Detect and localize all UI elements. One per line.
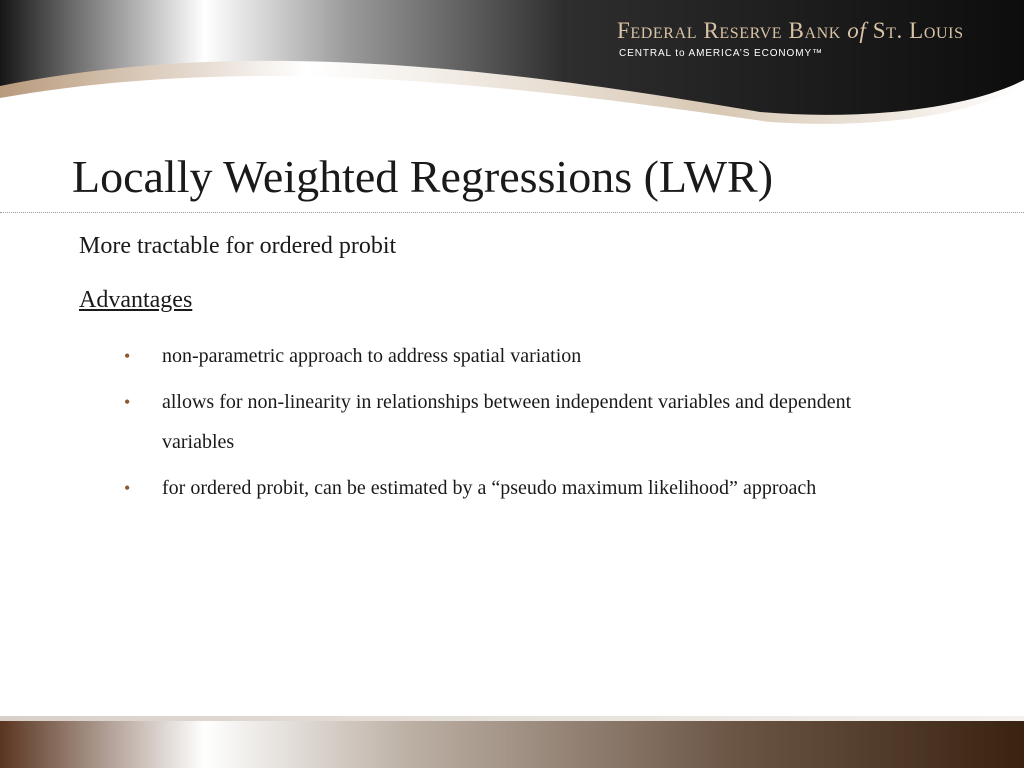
bank-name-part-1: Federal Reserve Bank (617, 18, 841, 43)
bullet-icon: • (124, 478, 131, 498)
bank-name-of: of (847, 18, 867, 43)
slide-title: Locally Weighted Regressions (LWR) (72, 151, 774, 202)
list-item (122, 382, 882, 462)
point-advantages-heading: Advantages (79, 287, 193, 313)
title-divider (0, 212, 1024, 213)
list-item (122, 336, 882, 376)
footer-strip (0, 721, 1024, 768)
footer-banner (0, 716, 1024, 768)
advantages-list (122, 336, 882, 514)
bullet-text: allows for non-linearity in relationships between independent variables and dependent variables (162, 391, 852, 453)
list-item (122, 468, 882, 508)
point-tractable: More tractable for ordered probit (79, 233, 397, 259)
bullet-icon: • (124, 346, 131, 366)
bank-name (617, 18, 964, 44)
bank-name-part-2: St. Louis (872, 18, 964, 43)
bullet-text: non-parametric approach to address spatial variation (162, 345, 582, 367)
bullet-icon: • (124, 392, 131, 412)
footer-edge (0, 716, 1024, 721)
bank-tagline: CENTRAL to AMERICA’S ECONOMY™ (619, 48, 823, 59)
bullet-text: for ordered probit, can be estimated by a “pseudo maximum likelihood” approach (162, 477, 817, 499)
